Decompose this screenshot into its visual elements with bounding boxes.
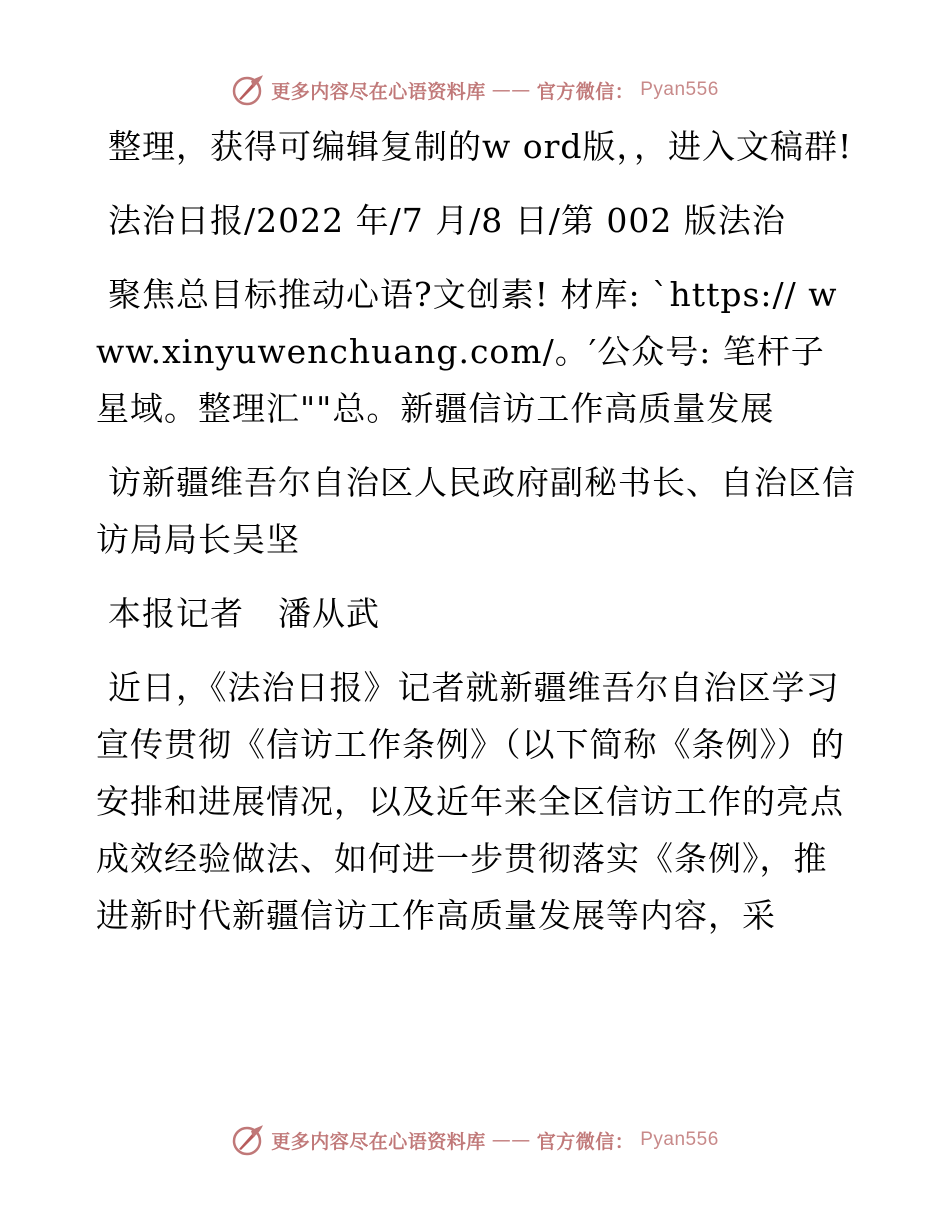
paragraph: 法治日报/2022 年/7 月/8 日/第 002 版法治 (108, 201, 786, 240)
watermark-wechat-label: 官方微信： (536, 1130, 635, 1153)
watermark-separator: —— (491, 1129, 531, 1151)
watermark-wechat-label: 官方微信： (536, 80, 635, 103)
paragraph: 访新疆维吾尔自治区人民政府副秘书长、自治区信访局局长吴坚 (96, 463, 856, 559)
quill-pen-logo-icon (231, 73, 265, 107)
document-body (96, 118, 856, 961)
paragraph: 近日，《法治日报》记者就新疆维吾尔自治区学习宣传贯彻《信访工作条例》（以下简称《条例》）的安排和进展情况，以及近年来全区信访工作的亮点成效经验做法、如何进一步贯彻落实《条例》，推进新时代新疆信访工作高质量发展等内容，采 (96, 668, 845, 935)
watermark-text: 更多内容尽在心语资料库 (271, 80, 486, 103)
paragraph: 聚焦总目标推动心语?文创素! 材库: `https:// www.xinyuwenchuang.com/。′公众号: 笔杆子星域。整理汇""总。新疆信访工作高质量发展 (96, 275, 838, 428)
footer-watermark (0, 1120, 950, 1160)
watermark-separator: —— (491, 79, 531, 101)
watermark-account: Pyan556 (640, 79, 719, 100)
header-watermark (0, 70, 950, 110)
paragraph: 本报记者 潘从武 (108, 594, 380, 633)
quill-pen-logo-icon (231, 1123, 265, 1157)
watermark-text: 更多内容尽在心语资料库 (271, 1130, 486, 1153)
paragraph: 整理，获得可编辑复制的w ord版，，进入文稿群! (108, 127, 853, 166)
watermark-account: Pyan556 (640, 1129, 719, 1150)
